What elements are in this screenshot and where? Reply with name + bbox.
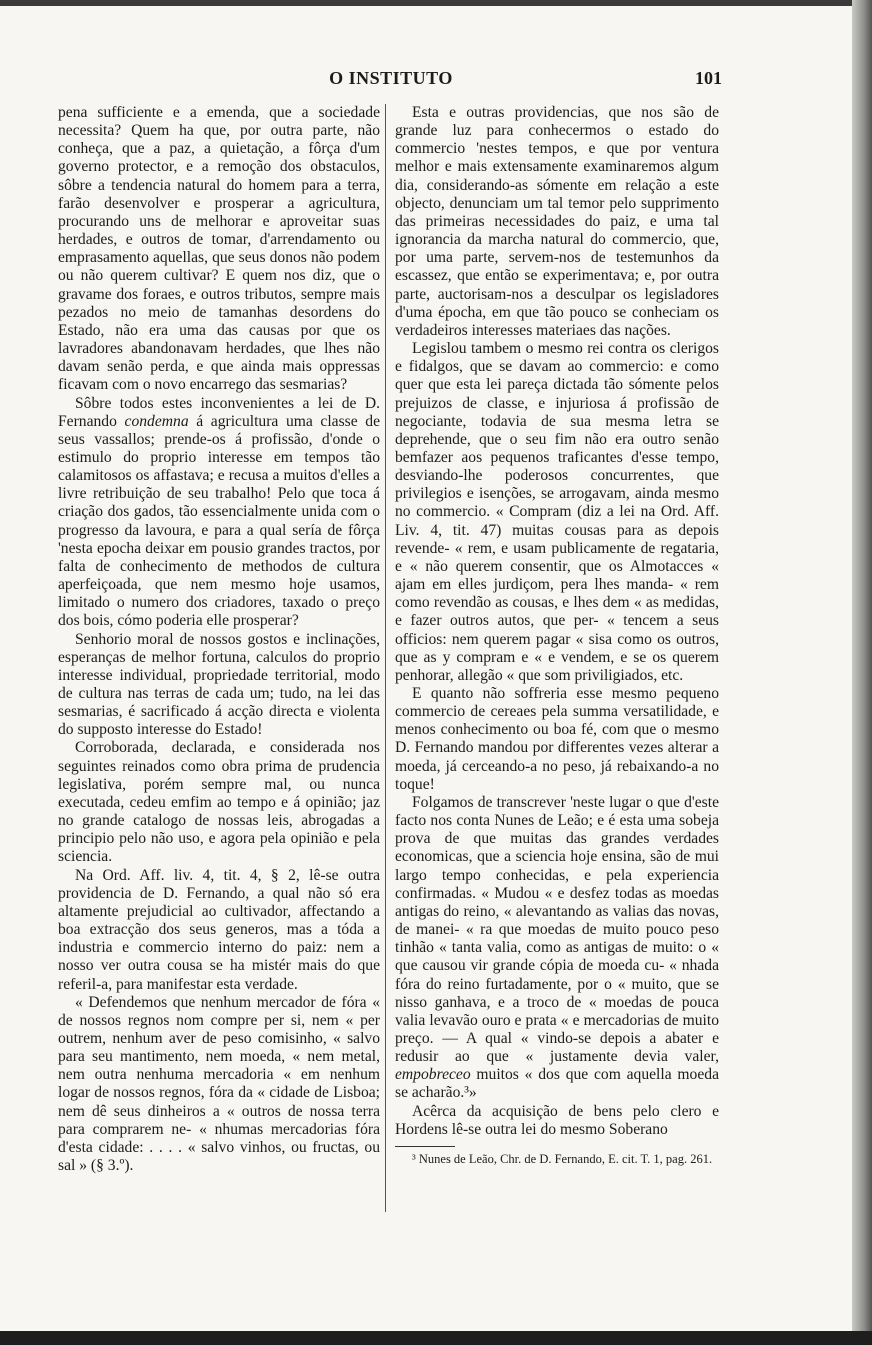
paragraph-9-part-b: muitos « dos que com aquella moeda se acharão.³» bbox=[395, 1066, 719, 1102]
page-right-edge-shadow bbox=[852, 0, 872, 1345]
paragraph-2-part-a: Sôbre todos estes inconvenientes a lei de D. Fernando bbox=[58, 394, 380, 430]
paragraph-10: Acêrca da acquisição de bens pelo clero e Hordens lê-se outra lei do mesmo Soberano bbox=[395, 1102, 719, 1138]
column-divider bbox=[385, 104, 386, 1212]
footnote-rule bbox=[395, 1146, 455, 1147]
paragraph-4: Corroborada, declarada, e considerada nos seguintes reinados como obra prima de prudencia legislativa, porém sempre mal, ou nunca executada, cedeu emfim ao tempo e á opinião; jaz no grande catalogo de nossas leis, abrogadas a principio pelo não uso, e agora pela opinião e pela sciencia. bbox=[58, 739, 380, 866]
paragraph-7: Legislou tambem o mesmo rei contra os clerigos e fidalgos, que se davam ao commercio: e como quer que esta lei pareça dictada tão sómente pelos prejuizos de classe, e injuriosa á profissão de negociante, todavia de sua mesma letra se deprehende, que o seu fim não era outro senão bemfazer aos pequenos traficantes d'esse tempo, desviando-lhe poderosos concurrentes, que privilegios e isenções, se arrogavam, ainda mesmo no commercio. « Compram (diz a lei na Ord. Aff. Liv. 4, tit. 47) muitas cousas para as depois revende- « rem, e usam publicamente de regataria, e « não querem consentir, que os Almotacces « ajam em elles jurdiçom, pera lhes manda- « rem como revendão as cousas, e lhes dem « as medidas, e fazer outros autos, que per- « tencem a seus officios: nem querem pagar « sisa como os outros, que as y compram e « e vendem, e se os querem penhorar, allegão « que som priviligiados, etc. bbox=[395, 340, 719, 684]
paragraph-2-emphasis: condemna bbox=[124, 412, 189, 430]
right-column bbox=[395, 104, 719, 1167]
journal-title: O INSTITUTO bbox=[329, 68, 453, 88]
paragraph-5: Na Ord. Aff. liv. 4, tit. 4, § 2, lê-se outra providencia de D. Fernando, a qual não só era altamente prejudicial ao cultivador, affectando a boa extracção dos seus generos, mas a tóda a industria e commercio interno do paiz: nem a nosso ver outra cousa se ha mistér mais do que referil-a, para manifestar esta verdade. bbox=[58, 866, 380, 993]
page-top-edge bbox=[0, 0, 872, 6]
page-number: 101 bbox=[695, 68, 722, 88]
running-header bbox=[60, 68, 722, 94]
left-column bbox=[58, 104, 380, 1175]
paragraph-2 bbox=[58, 395, 380, 631]
paragraph-2-part-b: á agricultura uma classe de seus vassallos; prende-os á profissão, d'onde o estimulo do proprio interesse em tempos tão calamitosos os affastava; e recusa a muitos d'elles a livre retribuição de seu trabalho! Pelo que toca á criação dos gados, tão essencialmente unida com o progresso da lavoura, e para a qual sería de fôrça 'nesta epocha deixar em pousio grandes tractos, por falta de conhecimento de methodos de cultura aperfeiçoada, que nem mesmo hoje usamos, limitado o numero dos criadores, taxado o preço dos bois, cómo poderia elle prosperar? bbox=[58, 412, 381, 630]
paragraph-9-part-a: Folgamos de transcrever 'neste lugar o que d'este facto nos conta Nunes de Leão; e é esta uma sobeja prova de que muitas das grandes verdades economicas, que a sciencia hoje ensina, são de mui largo tempo conhecidas, e pela experiencia confirmadas. « Mudou « e desfez todas as moedas antigas do reino, « alevantando as valias das novas, de manei- « ra que moedas de muito pouco peso tinhão « tanta valia, como as antigas de muito: o « que causou vir grande cópia de moeda cu- « nhada fóra do reino furtadamente, por o « muito, que se nisso ganhava, e a troco de « moedas de pouca valia levavão ouro e prata « e mercadorias de muito preço. — A qual « vindo-se depois a abater e redusir ao que « justamente devia valer, bbox=[395, 793, 719, 1066]
paragraph-1: pena sufficiente e a emenda, que a sociedade necessita? Quem ha que, por outra parte, não conheça, que a paz, a quietação, a fôrça d'um governo protector, e a remoção dos obstaculos, sôbre a tendencia natural do homem para a terra, farão desenvolver e prosperar a agricultura, procurando uns de melhorar e aproveitar suas herdades, e outros de tomar, d'arrendamento ou emprasamento aquellas, que seus donos não podem ou não querem cultivar? E quem nos diz, que o gravame dos foraes, e outros tributos, sempre mais pezados no meio de tamanhas desordens do Estado, não era uma das causas por que os lavradores abandonavam herdades, que lhes não davam senão perda, e que ainda mais oppressas ficavam com o novo encarrego das sesmarias? bbox=[58, 104, 380, 394]
quoted-law-paragraph: « Defendemos que nenhum mercador de fóra « de nossos regnos nom compre per si, nem « per outrem, nenhum aver de peso comisinho, « salvo para seu mantimento, nem moeda, « nem metal, nem outra nenhuma mercadoria « em nenhum logar de nossos regnos, fóra da « cidade de Lisboa; nem dê seus dinheiros a « outros de nossa terra para comprarem ne- « nhumas mercadorias fóra d'esta cidade: . . . . « salvo vinhos, ou fructas, ou sal » (§ 3.º). bbox=[58, 993, 380, 1175]
paragraph-9 bbox=[395, 794, 719, 1103]
paragraph-8: E quanto não soffreria esse mesmo pequeno commercio de cereaes pela summa versatilidade, e menos conhecimento ou boa fé, com que o mesmo D. Fernando mandou por differentes vezes alterar a moeda, já cerceando-a no peso, já rebaixando-a no toque! bbox=[395, 685, 719, 793]
paragraph-6: Esta e outras providencias, que nos são de grande luz para conhecermos o estado do commercio 'nestes tempos, e que por ventura melhor e mais extensamente examinaremos algum dia, considerando-as sómente em relação a este objecto, denunciam um tal temor pelo supprimento das primeiras necessidades do paiz, e uma tal ignorancia da marcha natural do commercio, que, por uma parte, servem-nos de testemunhos da escassez, que então se experimentava; e, por outra parte, auctorisam-nos a desculpar os legisladores d'uma épocha, em que tão pouco se conheciam os verdadeiros interesses materiaes das nações. bbox=[395, 104, 719, 339]
paragraph-9-emphasis: empobreceo bbox=[395, 1066, 471, 1084]
footnote: ³ Nunes de Leão, Chr. de D. Fernando, E. cit. T. 1, pag. 261. bbox=[412, 1151, 713, 1166]
page-bottom-edge bbox=[0, 1331, 872, 1345]
paragraph-3: Senhorio moral de nossos gostos e inclinações, esperanças de melhor fortuna, calculos do proprio interesse individual, propriedade territorial, modo de cultura nas terras de cada um; tudo, na lei das sesmarias, é sacrificado á acção directa e violenta do supposto interesse do Estado! bbox=[58, 630, 380, 739]
